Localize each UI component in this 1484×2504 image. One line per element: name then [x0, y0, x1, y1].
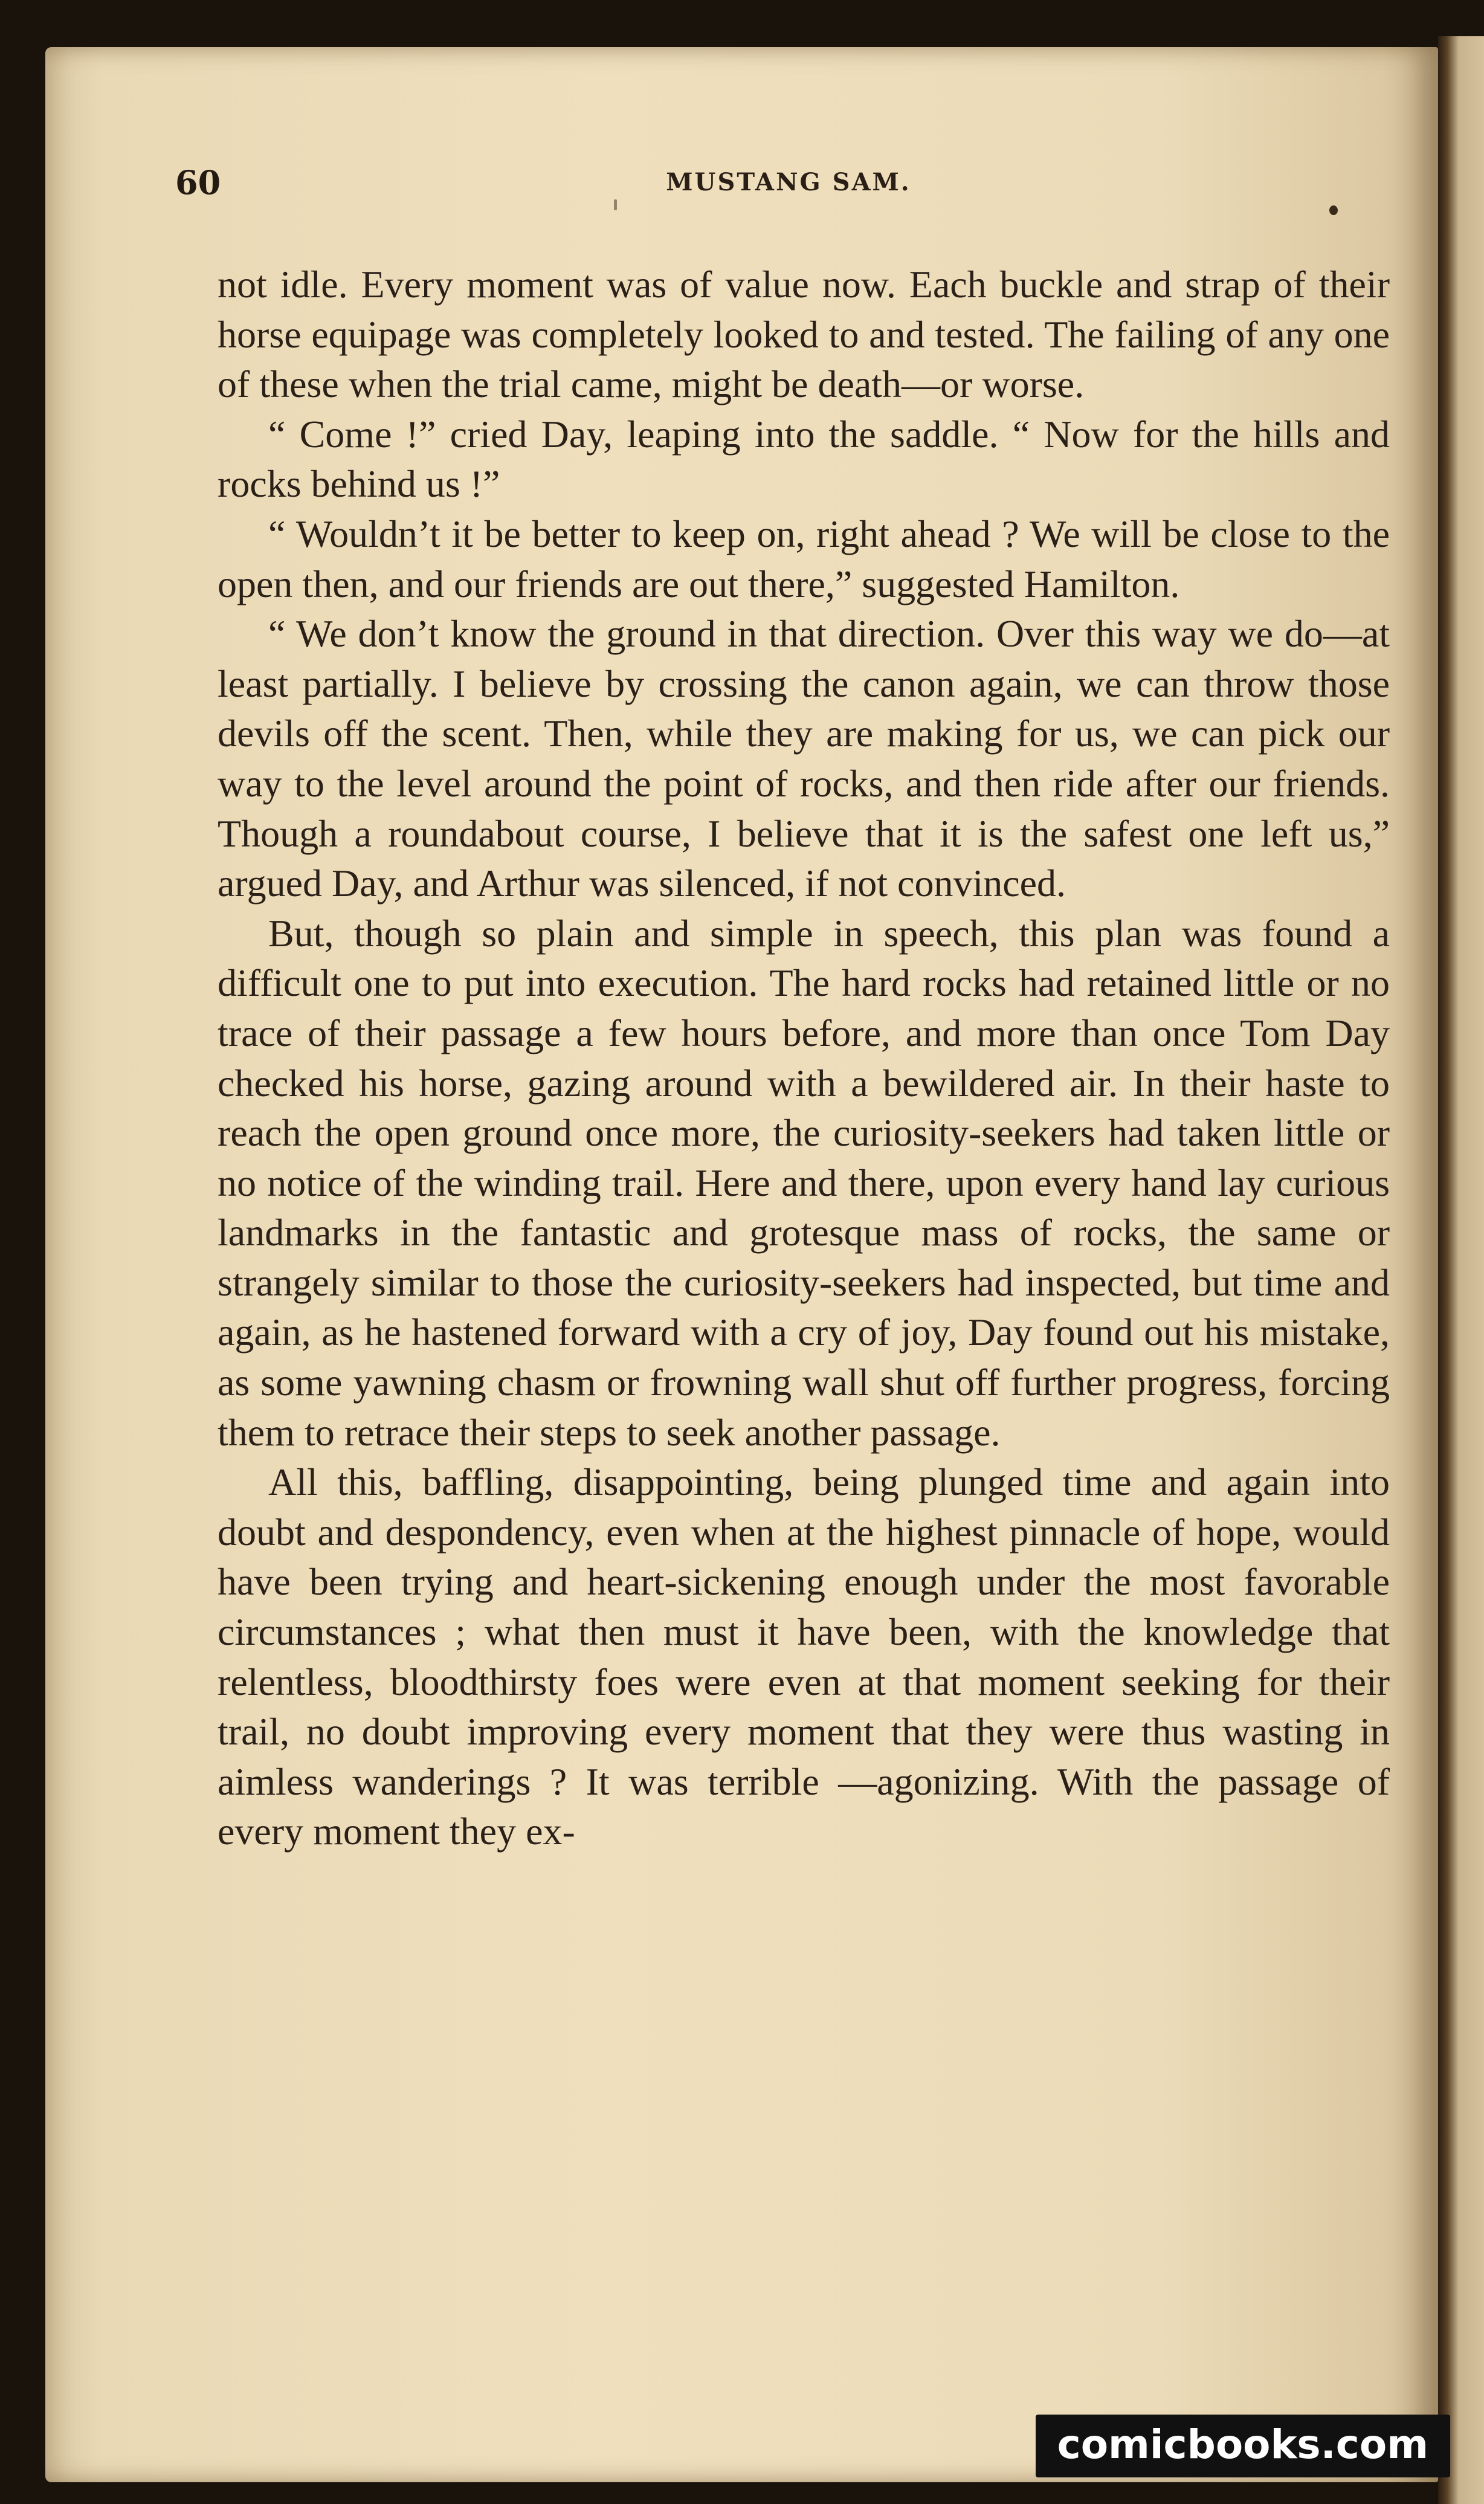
facing-page-edge	[1438, 36, 1484, 2504]
paragraph: “ Come !” cried Day, leaping into the saddle. “ Now for the hills and rocks behind us !”	[218, 412, 1390, 506]
page-header	[175, 158, 1402, 207]
site-watermark: comicbooks.com	[1036, 2415, 1450, 2477]
paragraph: “ We don’t know the ground in that direction. Over this way we do—at least partially. I believe by crossing the canon again, we can throw those devils off the scent. Then, while they are making for us, we can pick our way to the level around the point of rocks, and then ride after our friends. Though a roundabout course, I believe that it is the safest one left us,” argued Day, and Arthur was silenced, if not convinced.	[218, 612, 1390, 905]
ink-speck	[614, 199, 617, 210]
paragraph: “ Wouldn’t it be better to keep on, right ahead ? We will be close to the open then, and our friends are out there,” suggested Hamilton.	[218, 512, 1390, 605]
body-text	[218, 260, 1390, 1857]
paragraph: But, though so plain and simple in speech, this plan was found a difficult one to put into execution. The hard rocks had retained little or no trace of their passage a few hours before, and more than once Tom Day checked his horse, gazing around with a bewildered air. In their haste to reach the open ground once more, the curiosity-seekers had taken little or no notice of the winding trail. Here and there, upon every hand lay curious landmarks in the fantastic and grotesque mass of rocks, the same or strangely similar to those the curiosity-seekers had inspected, but time and again, as he hastened forward with a cry of joy, Day found out his mistake, as some yawning chasm or frowning wall shut off further progress, forcing them to retrace their steps to seek another passage.	[218, 911, 1390, 1454]
page-number: 60	[175, 163, 221, 202]
running-head: MUSTANG SAM.	[666, 168, 911, 196]
ink-speck	[1329, 205, 1338, 215]
paragraph: All this, baffling, disappointing, being plunged time and again into doubt and despondency, even when at the highest pinnacle of hope, would have been trying and heart-sickening enough under the most favorable circumstances ; what then must it have been, with the knowledge that relentless, bloodthirsty foes were even at that moment seeking for their trail, no doubt improving every moment that they were thus wasting in aimless wanderings ? It was terrible —agonizing. With the passage of every moment they ex-	[218, 1460, 1390, 1853]
paragraph: not idle. Every moment was of value now. Each buckle and strap of their horse equipage was completely looked to and tested. The failing of any one of these when the trial came, might be death—or worse.	[218, 263, 1390, 406]
